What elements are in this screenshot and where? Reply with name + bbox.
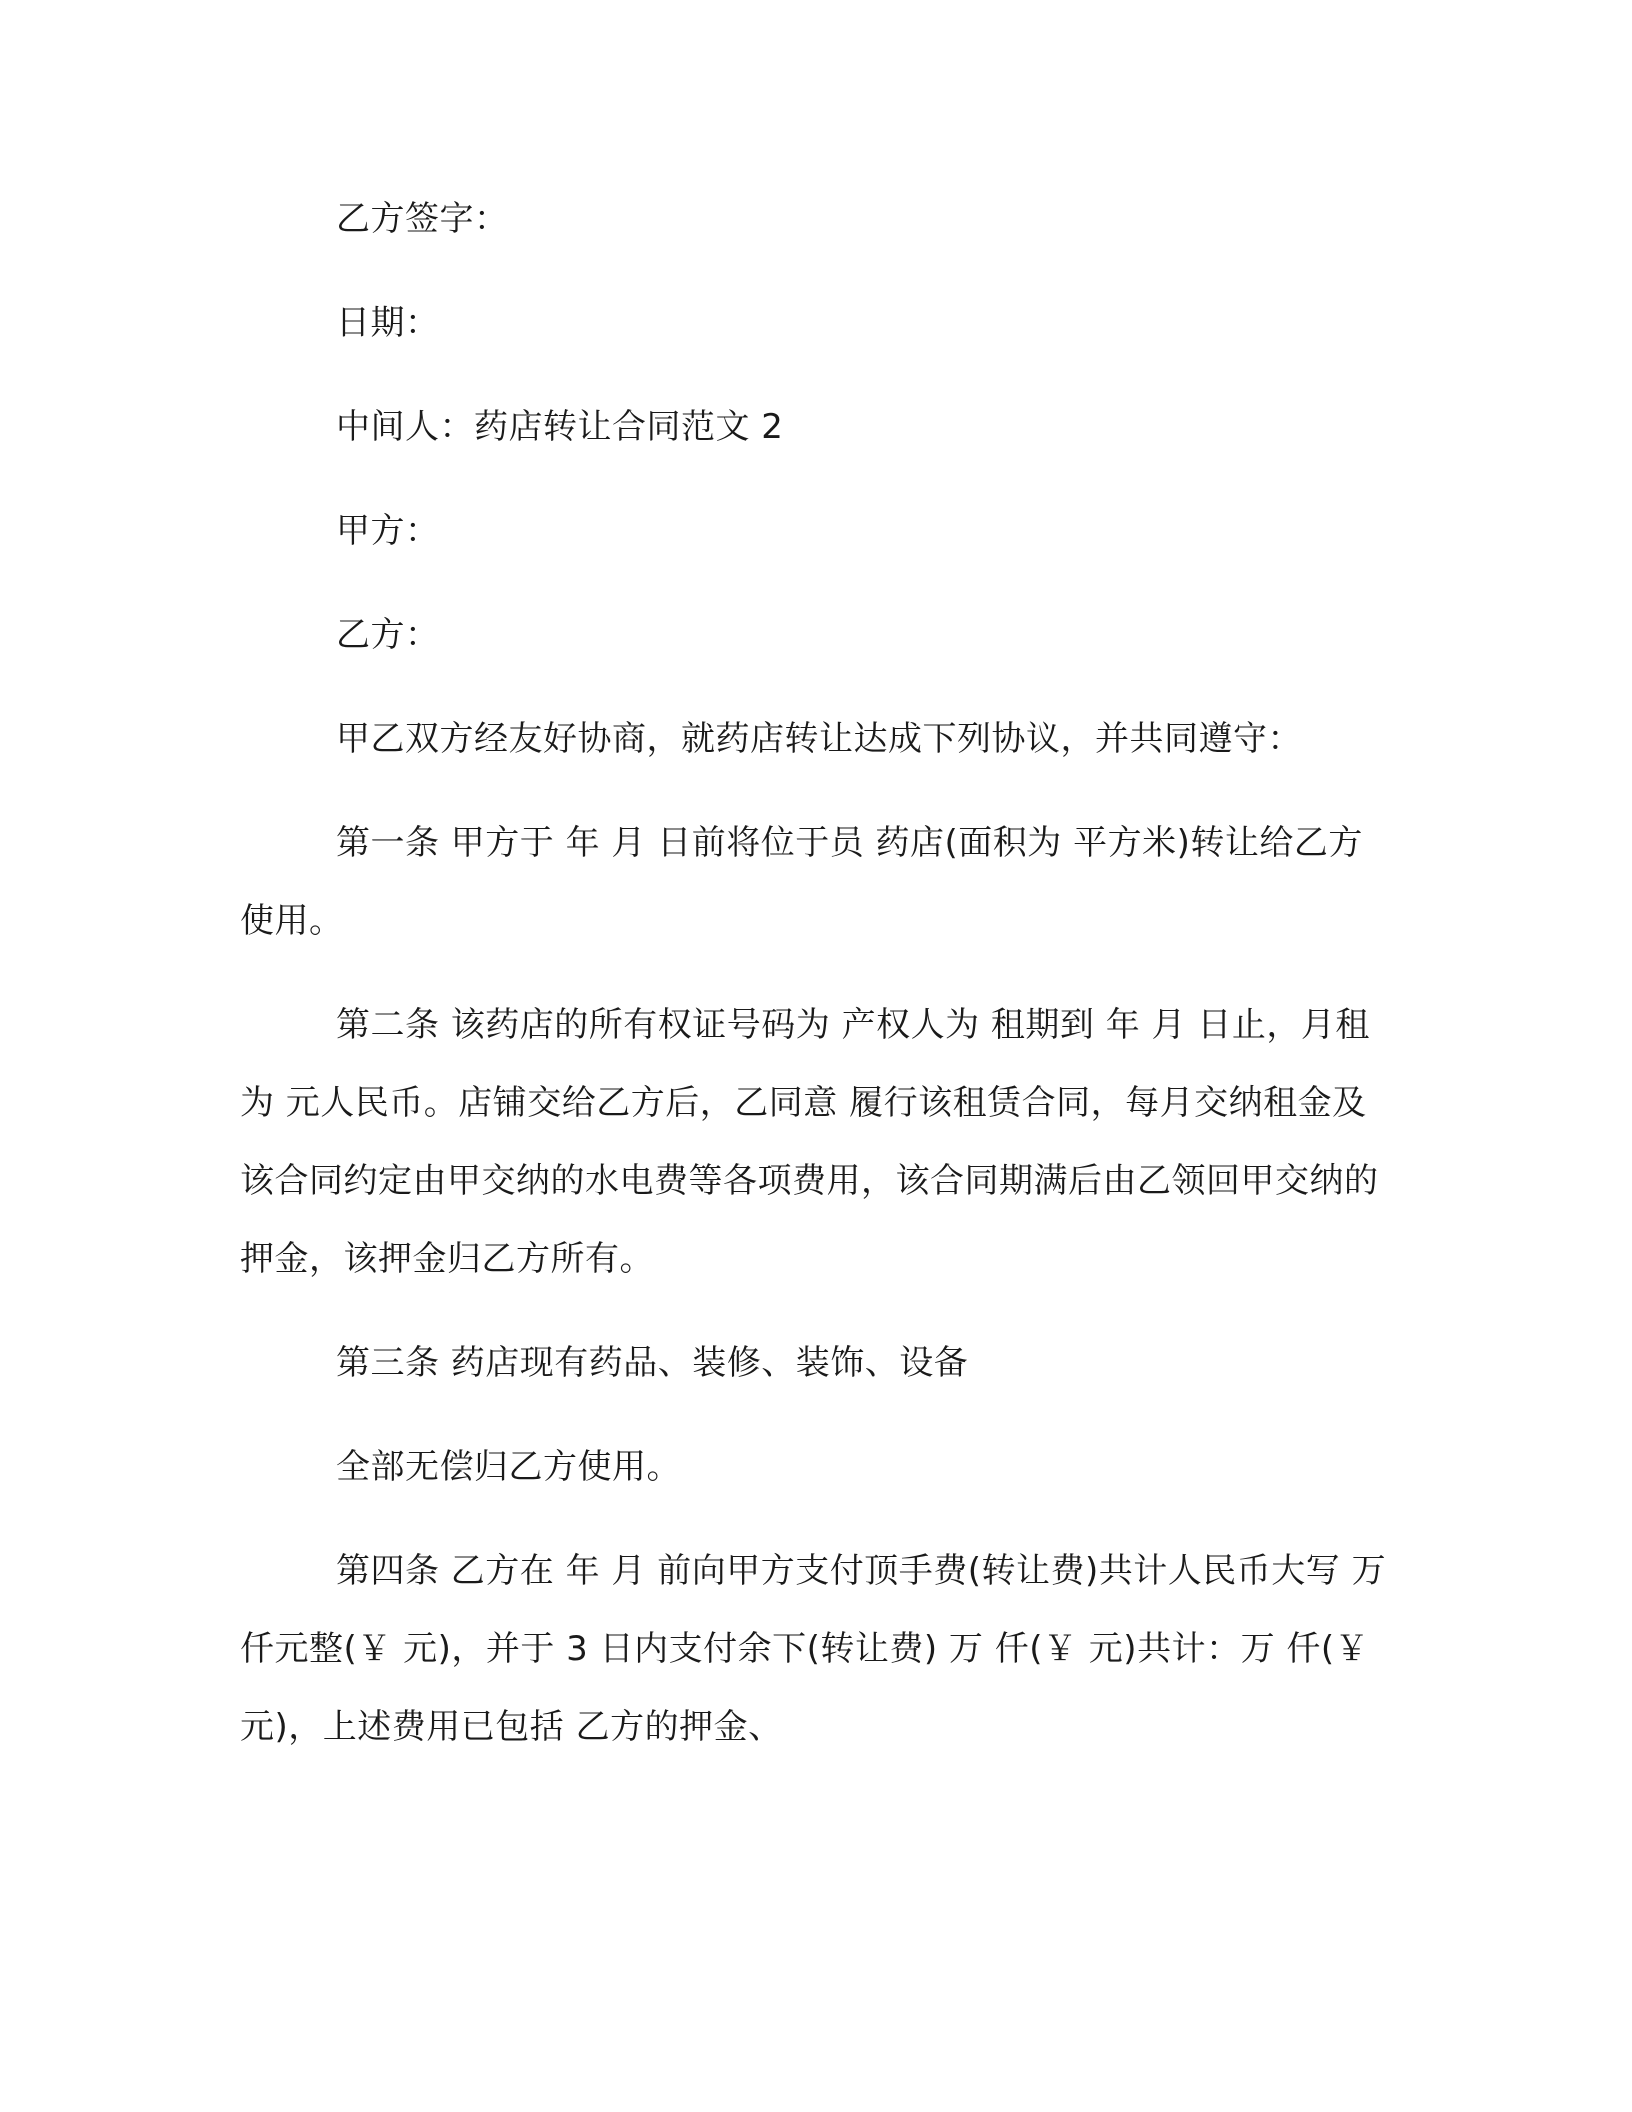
date-line: 日期：	[336, 303, 440, 343]
article-1: 第一条 甲方于 年 月 日前将位于员 药店(面积为 平方米)转让给乙方使用。	[240, 823, 1363, 941]
intermediary-line: 中间人：药店转让合同范文 2	[336, 407, 784, 447]
article-2: 第二条 该药店的所有权证号码为 产权人为 租期到 年 月 日止，月租为 元人民币。店铺交给乙方后，乙同意 履行该租赁合同，每月交纳租金及该合同约定由甲交纳的水电费等各项费用，该合同期满后由乙领回甲交纳的押金，该押金归乙方所有。	[240, 1005, 1379, 1279]
article-4: 第四条 乙方在 年 月 前向甲方支付顶手费(转让费)共计人民币大写 万 仟元整(￥ 元)，并于 3 日内支付余下(转让费) 万 仟(￥ 元)共计：万 仟(￥ 元)，上述费用已包括 乙方的押金、	[240, 1551, 1387, 1747]
document-body	[240, 180, 1390, 1792]
article-3-continued: 全部无偿归乙方使用。	[336, 1447, 681, 1487]
party-b-line: 乙方：	[336, 615, 440, 655]
signature-line-party-b: 乙方签字：	[336, 199, 509, 239]
agreement-intro: 甲乙双方经友好协商，就药店转让达成下列协议，并共同遵守：	[336, 719, 1302, 759]
party-a-line: 甲方：	[336, 511, 440, 551]
article-3: 第三条 药店现有药品、装修、装饰、设备	[336, 1343, 969, 1383]
